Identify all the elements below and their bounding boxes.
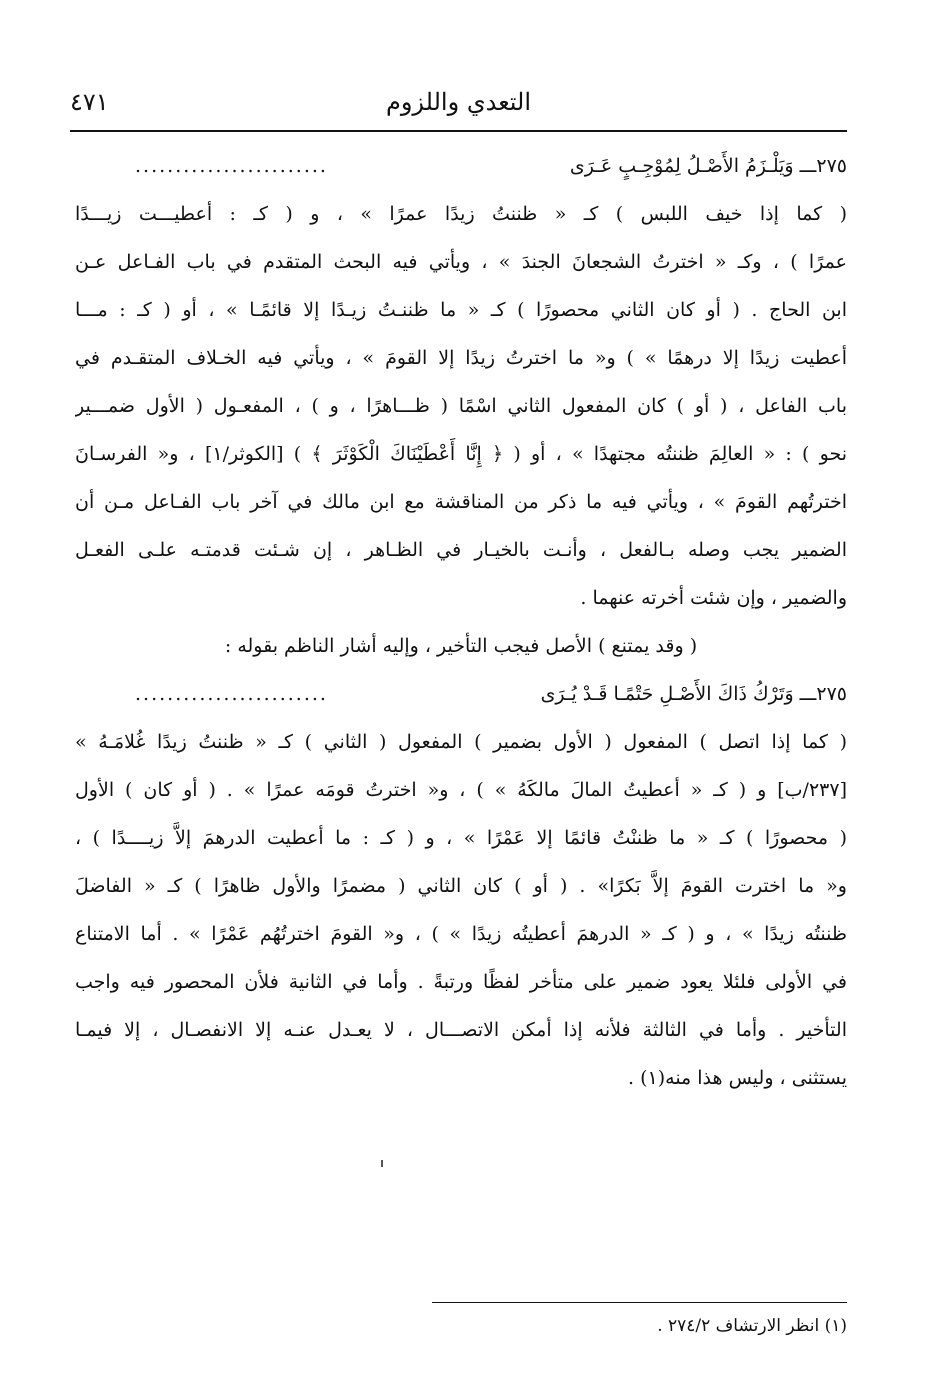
verse-number: ٢٧٥ـــ	[799, 155, 847, 177]
page-number: ٤٧١	[70, 88, 109, 116]
footnote-divider	[432, 1302, 847, 1303]
text-line: ( وقد يمتنع ) الأصل فيجب التأخير ، وإليه أشار الناظم بقوله :	[224, 635, 698, 657]
text-line: ( كما إذا اتصل ) المفعول ( الأول بضمير ) المفعول ( الثاني ) كـ « ظننتُ زيدًا غُلامَـهُ »	[75, 731, 847, 753]
page-header	[70, 82, 847, 132]
text-line: والضمير ، وإن شئت أخرته عنهما .	[580, 587, 847, 609]
text-line: عمرًا ) ، وكـ « اخترتُ الشجعانَ الجندَ » ، ويأتي فيه البحث المتقدم في باب الفـاعل عـن	[75, 251, 847, 273]
text-line: و« ما اخترت القومَ إلاَّ بَكرًا» . ( أو ) كان الثاني ( مضمرًا والأول ظاهرًا ) كـ « الفاضلَ	[75, 875, 847, 897]
text-line: يستثنى ، وليس هذا منه(١) .	[628, 1067, 847, 1089]
footnote: (١) انظر الارتشاف ٢٧٤/٢ .	[657, 1316, 847, 1336]
verse-text: وَيَلْـزَمُ الأَصْـلُ لِمُوْجِـبٍ عَـرَى	[569, 155, 794, 177]
text-line: [٢٣٧/ب] و ( كـ « أعطيتُ المالَ مالكَهُ » ) ، و« اخترتُ قومَه عمرًا » . ( أو كان ) الأول	[75, 779, 847, 801]
text-line: ظننتُه زيدًا » ، و ( كـ « الدرهمَ أعطيتُه زيدًا » ) ، و« القومَ اخترتُهُم عَمْرًا » . أما الامتناع	[75, 923, 847, 945]
verse-dots: ........................	[135, 683, 328, 705]
verse-number: ٢٧٥ـــ	[799, 683, 847, 705]
text-line: ( محصورًا ) كـ « ما ظننْتُ قائمًا إلا عَمْرًا » ، و ( كـ : ما أعطيت الدرهمَ إلاَّ زيــــدًا ) ،	[75, 827, 847, 849]
scan-mark	[381, 1160, 383, 1167]
verse-text: وَتَرْكُ ذَاكَ الأَصْـلِ حَتْمًـا قَـدْ يُـرَى	[540, 683, 794, 705]
text-line: أعطيت زيدًا إلا درهمًا » ) و« ما اخترتُ زيدًا إلا القومَ » ، ويأتي فيه الخـلاف المتقـدم في	[75, 347, 847, 369]
verse-line-2	[75, 670, 847, 718]
text-line: ابن الحاج . ( أو كان الثاني محصورًا ) كـ « ما ظننـتُ زيـدًا إلا قائمًـا » ، أو ( كـ : مـــا	[75, 299, 847, 321]
text-line: نحو ) : « العالِمَ ظننتُه مجتهدًا » ، أو ( ﴿ إِنَّا أَعْطَيْنَاكَ الْكَوْثَرَ ﴾ ) [الكوثر/١] ، و« الفرسـانَ	[75, 443, 847, 465]
text-line: باب الفاعل ، ( أو ) كان المفعول الثاني اسْمًا ( ظـــاهرًا ، و ) ، المفعـول ( الأول ضمـــير	[75, 395, 847, 417]
text-line: التأخير . وأما في الثالثة فلأنه إذا أمكن الاتصـــال ، لا يعـدل عنـه إلا الانفصـال ، إلا فيمـا	[75, 1019, 847, 1041]
page-body	[75, 142, 847, 1102]
text-line: ( كما إذا خيف اللبس ) كـ « ظننتُ زيدًا عمرًا » ، و ( كـ : أعطيـــت زيـــدًا	[75, 203, 847, 225]
text-line: في الأولى فلئلا يعود ضمير على متأخر لفظًا ورتبةً . وأما في الثانية فلأن المحصور فيه واجب	[75, 971, 847, 993]
running-title: التعدي واللزوم	[385, 88, 532, 116]
verse-line-1	[75, 142, 847, 190]
text-line: اخترتُهم القومَ » ، ويأتي فيه ما ذكر من المناقشة مع ابن مالك في آخر باب الفـاعل مـن أن	[75, 491, 847, 513]
verse-dots: ........................	[135, 155, 328, 177]
text-line: الضمير يجب وصله بـالفعل ، وأنـت بالخيـار في الظـاهر ، إن شـئت قدمتـه علـى الفعـل	[75, 539, 847, 561]
